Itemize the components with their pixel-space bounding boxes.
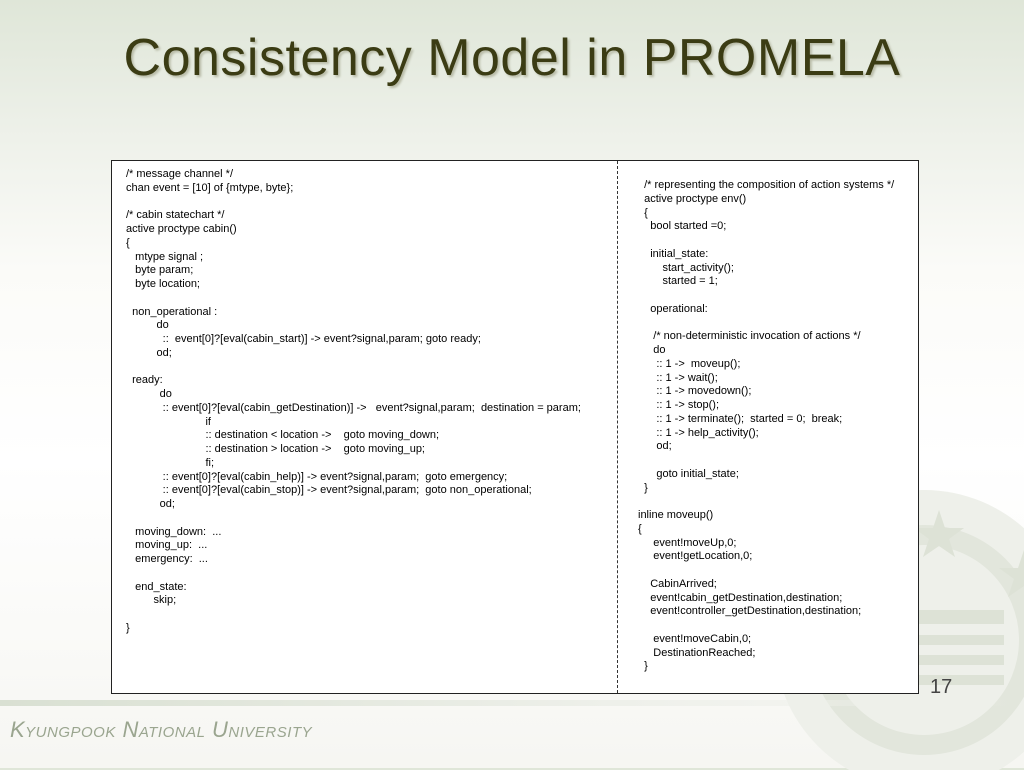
slide-title: Consistency Model in PROMELA bbox=[123, 29, 901, 87]
env-code-block: /* representing the composition of action systems */ active proctype env() { bool started =0; initial_state: start_activity(); started = 1; operational: /* non-deterministic invocation of actions */ do :: 1 -> moveup(); :: 1 -> wait(); :: 1 -> movedown(); :: 1 -> stop(); :: 1 -> terminate(); started = 0; break; :: 1 -> help_activity(); od; goto initial_state; } inline moveup() { event!moveUp,0; event!getLocation,0; CabinArrived; event!cabin_getDestination,destination; event!controller_getDestination,destination; event!moveCabin,0; DestinationReached; } bbox=[638, 179, 895, 673]
footer-divider bbox=[0, 700, 1024, 706]
column-divider bbox=[617, 161, 618, 693]
university-footer: Kyungpook National University bbox=[10, 717, 313, 742]
code-panel bbox=[111, 160, 919, 694]
page-number: 17 bbox=[930, 676, 953, 698]
cabin-code-block: /* message channel */ chan event = [10] of {mtype, byte}; /* cabin statechart */ active proctype cabin() { mtype signal ; byte param; byte location; non_operational : do :: event[0]?[eval(cabin_start)] -> event?signal,param; goto ready; od; ready: do :: event[0]?[eval(cabin_getDestination)] -> event?signal,param; destination = param; if :: destination < location -> goto moving_down; :: destination > location -> goto moving_up; fi; :: event[0]?[eval(cabin_help)] -> event?signal,param; goto emergency; :: event[0]?[eval(cabin_stop)] -> event?signal,param; goto non_operational; od; moving_down: ... moving_up: ... emergency: ... end_state: skip; } bbox=[126, 168, 581, 634]
